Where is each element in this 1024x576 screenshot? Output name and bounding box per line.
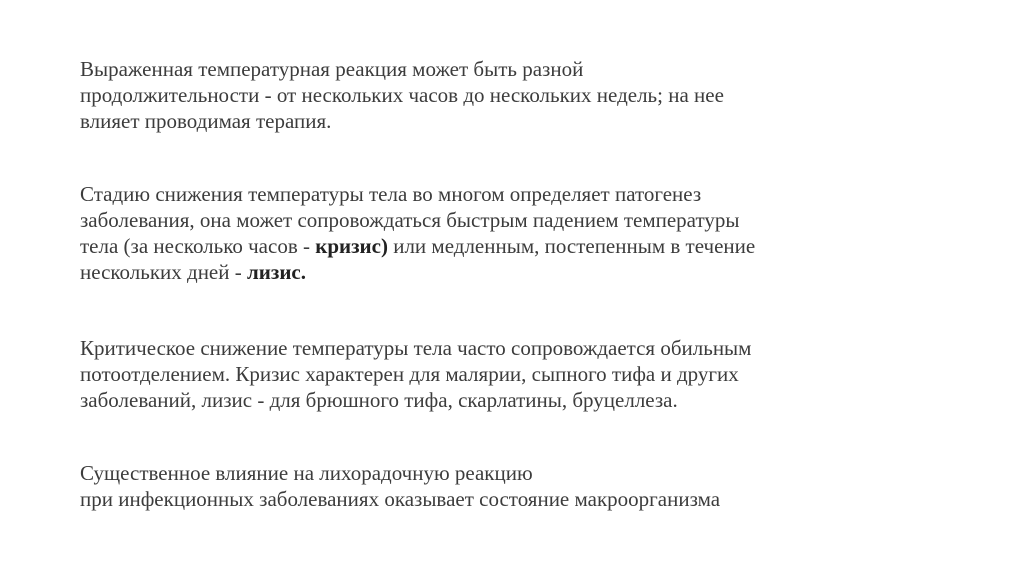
text-line: заболевания, она может сопровождаться быстрым падением температуры: [80, 208, 740, 232]
text-line: продолжительности - от нескольких часов до нескольких недель; на нее: [80, 83, 724, 107]
text-fragment: нескольких дней -: [80, 260, 247, 284]
crisis-term: кризис): [315, 234, 388, 258]
text-line: потоотделением. Кризис характерен для малярии, сыпного тифа и других: [80, 362, 739, 386]
text-line: Критическое снижение температуры тела часто сопровождается обильным: [80, 336, 752, 360]
text-line: влияет проводимая терапия.: [80, 109, 332, 133]
text-line: при инфекционных заболеваниях оказывает состояние макроорганизма: [80, 487, 721, 511]
paragraph-critical-decrease: [80, 335, 960, 413]
text-line: [80, 233, 960, 259]
paragraph-temperature-reaction: [80, 56, 960, 134]
text-fragment: тела (за несколько часов -: [80, 234, 316, 258]
lysis-term: лизис.: [247, 260, 306, 284]
text-line: Существенное влияние на лихорадочную реакцию: [80, 461, 533, 485]
text-line: Выраженная температурная реакция может быть разной: [80, 57, 584, 81]
text-line: заболеваний, лизис - для брюшного тифа, скарлатины, бруцеллеза.: [80, 388, 678, 412]
text-line: [80, 259, 960, 285]
text-fragment: или медленным, постепенным в течение: [387, 234, 756, 258]
paragraph-macroorganism-influence: [80, 460, 960, 512]
paragraph-temperature-decrease: [80, 181, 960, 285]
text-line: Стадию снижения температуры тела во многом определяет патогенез: [80, 182, 702, 206]
